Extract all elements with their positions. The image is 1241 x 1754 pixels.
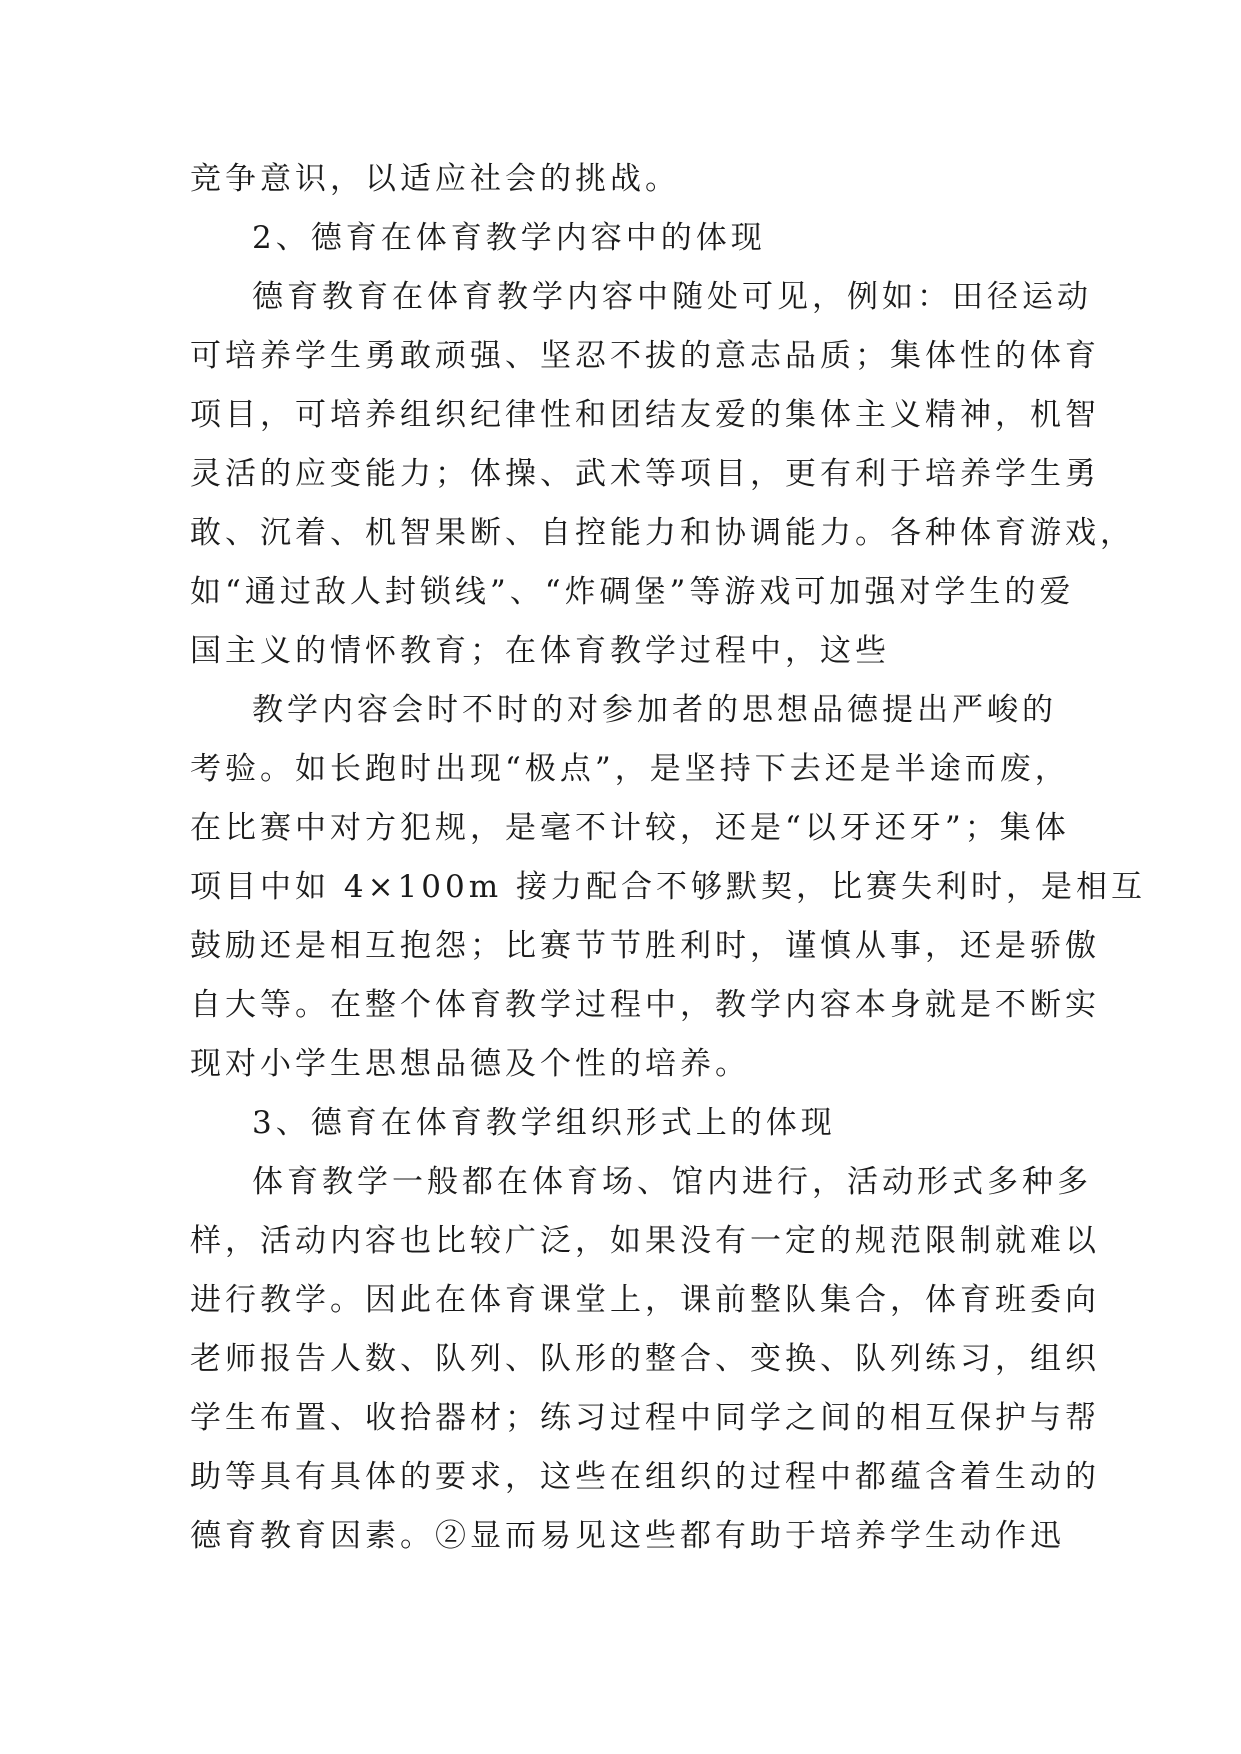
paragraph-line: 德育教育因素。②显而易见这些都有助于培养学生动作迅 [190, 1518, 1065, 1554]
section-heading: 2、德育在体育教学内容中的体现 [252, 220, 766, 256]
paragraph-line: 可培养学生勇敢顽强、坚忍不拔的意志品质；集体性的体育 [190, 338, 1100, 374]
paragraph-line: 自大等。在整个体育教学过程中，教学内容本身就是不断实 [190, 987, 1100, 1023]
paragraph-line: 国主义的情怀教育；在体育教学过程中，这些 [190, 633, 890, 669]
paragraph-line: 老师报告人数、队列、队形的整合、变换、队列练习，组织 [190, 1341, 1100, 1377]
text-line: 竞争意识，以适应社会的挑战。 [190, 161, 680, 197]
paragraph-line: 在比赛中对方犯规，是毫不计较，还是“以牙还牙”；集体 [190, 810, 1070, 846]
paragraph-line: 敢、沉着、机智果断、自控能力和协调能力。各种体育游戏， [190, 515, 1135, 551]
paragraph-line: 考验。如长跑时出现“极点”，是坚持下去还是半途而废， [190, 751, 1070, 787]
paragraph-line: 教学内容会时不时的对参加者的思想品德提出严峻的 [252, 692, 1057, 728]
paragraph-line: 样，活动内容也比较广泛，如果没有一定的规范限制就难以 [190, 1223, 1100, 1259]
paragraph-line: 如“通过敌人封锁线”、“炸碉堡”等游戏可加强对学生的爱 [190, 574, 1075, 610]
paragraph-line: 现对小学生思想品德及个性的培养。 [190, 1046, 750, 1082]
paragraph-line: 德育教育在体育教学内容中随处可见，例如：田径运动 [252, 279, 1092, 315]
section-heading: 3、德育在体育教学组织形式上的体现 [252, 1105, 836, 1141]
paragraph-line: 助等具有具体的要求，这些在组织的过程中都蕴含着生动的 [190, 1459, 1100, 1495]
paragraph-line: 体育教学一般都在体育场、馆内进行，活动形式多种多 [252, 1164, 1092, 1200]
paragraph-line: 鼓励还是相互抱怨；比赛节节胜利时，谨慎从事，还是骄傲 [190, 928, 1100, 964]
paragraph-line: 项目中如 4×100m 接力配合不够默契，比赛失利时，是相互 [190, 869, 1146, 905]
paragraph-line: 学生布置、收拾器材；练习过程中同学之间的相互保护与帮 [190, 1400, 1100, 1436]
paragraph-line: 项目，可培养组织纪律性和团结友爱的集体主义精神，机智 [190, 397, 1100, 433]
body-text [190, 150, 1146, 1566]
paragraph-line: 进行教学。因此在体育课堂上，课前整队集合，体育班委向 [190, 1282, 1100, 1318]
paragraph-line: 灵活的应变能力；体操、武术等项目，更有利于培养学生勇 [190, 456, 1100, 492]
